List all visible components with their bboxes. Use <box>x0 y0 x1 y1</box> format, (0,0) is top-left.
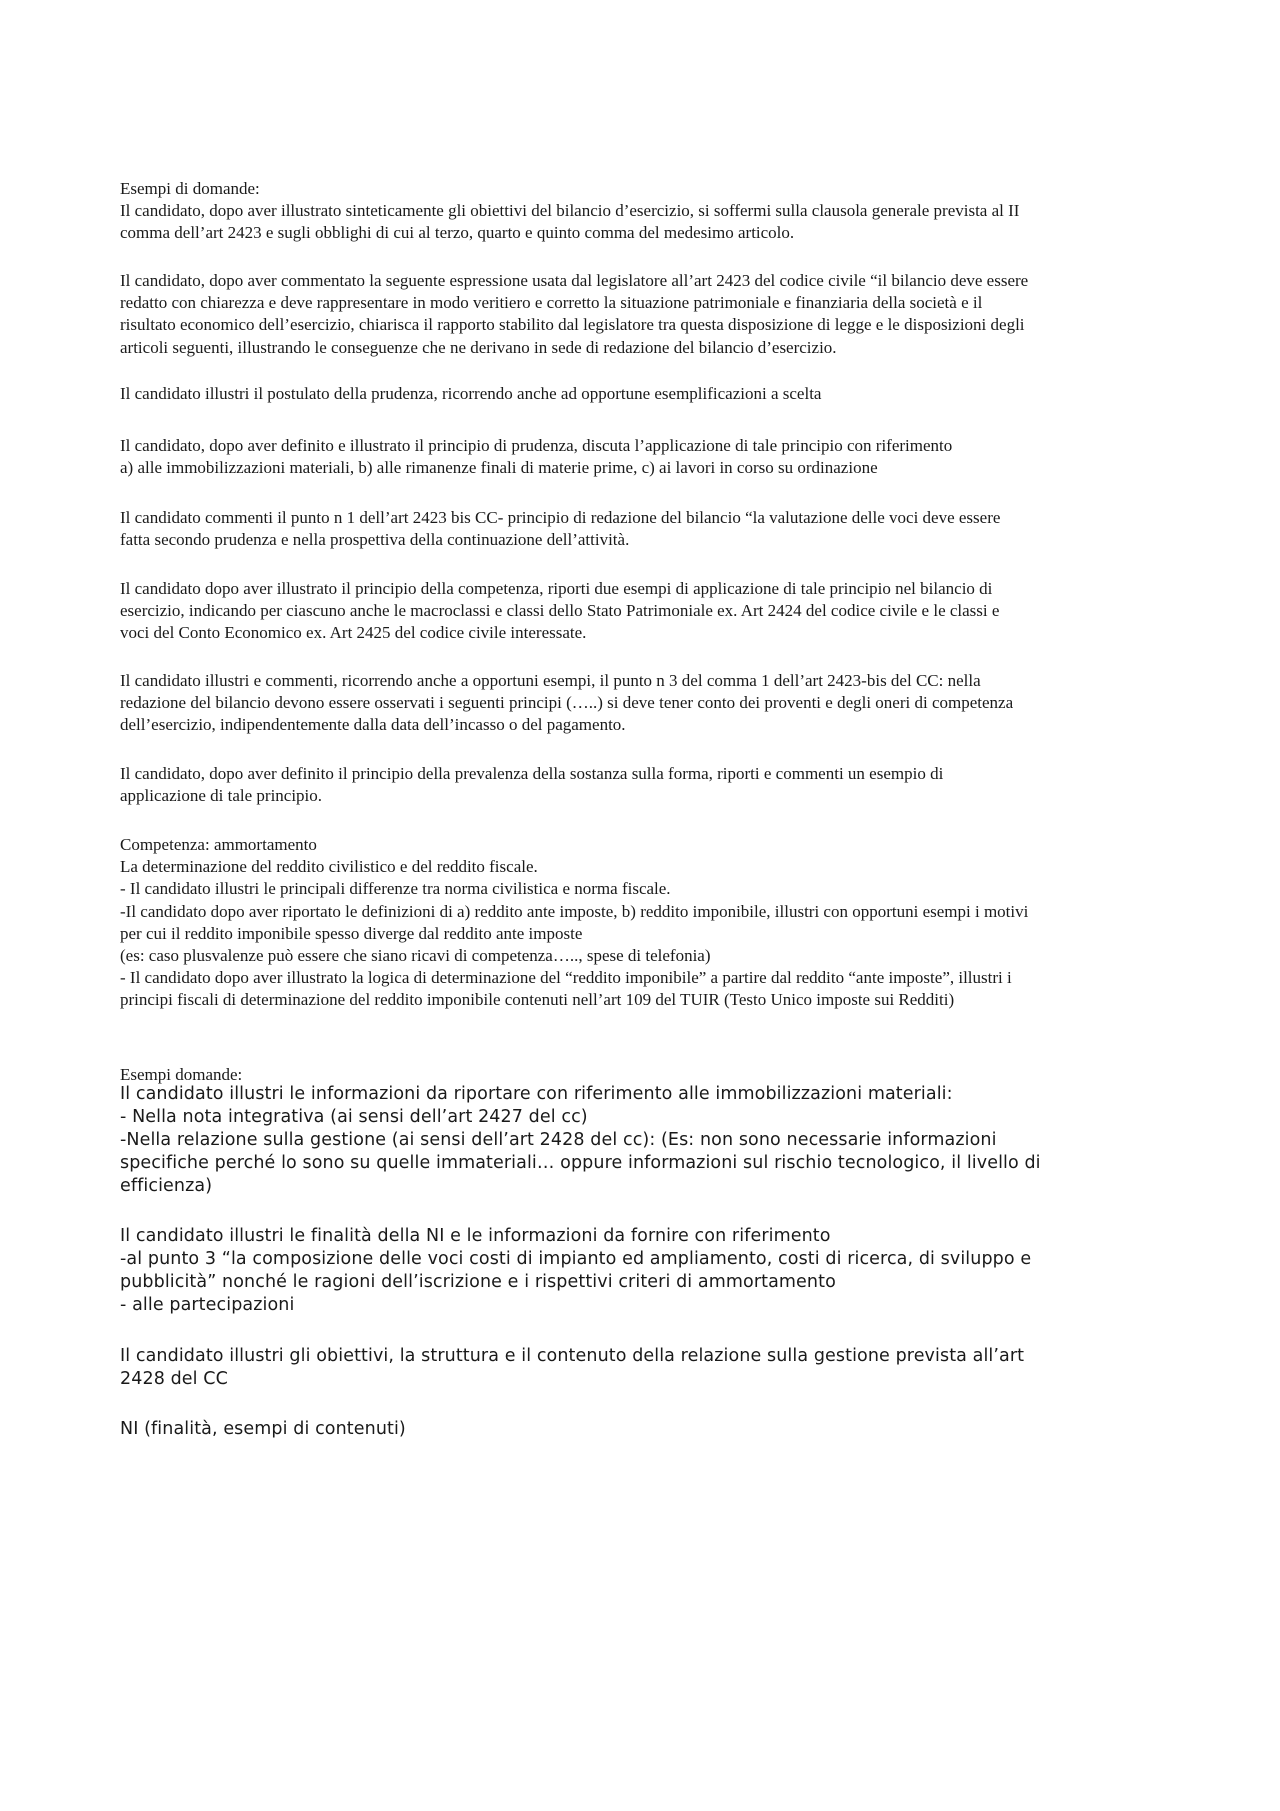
text-line: NI (finalità, esempi di contenuti) <box>120 1419 406 1439</box>
text-line: dell’esercizio, indipendentemente dalla data dell’incasso o del pagamento. <box>120 715 626 735</box>
text-line: 2428 del CC <box>120 1369 228 1389</box>
text-line: redatto con chiarezza e deve rappresentare in modo veritiero e corretto la situazione patrimoniale e finanziaria della società e il <box>120 293 983 313</box>
text-line: Il candidato illustri le informazioni da riportare con riferimento alle immobilizzazioni materiali: <box>120 1084 953 1104</box>
question-block-13 <box>120 1418 1170 1441</box>
text-line: fatta secondo prudenza e nella prospettiva della continuazione dell’attività. <box>120 530 630 550</box>
text-line: Il candidato commenti il punto n 1 dell’art 2423 bis CC- principio di redazione del bilancio “la valutazione delle voci deve essere <box>120 508 1001 527</box>
text-line: voci del Conto Economico ex. Art 2425 del codice civile interessate. <box>120 623 587 643</box>
text-line: esercizio, indicando per ciascuno anche le macroclassi e classi dello Stato Patrimoniale ex. Art 2424 del codice civile e le classi e <box>120 601 1000 621</box>
text-line: per cui il reddito imponibile spesso diverge dal reddito ante imposte <box>120 923 583 943</box>
text-line: efficienza) <box>120 1176 213 1196</box>
question-block-12 <box>120 1345 1170 1391</box>
section-heading: Esempi di domande: <box>120 179 260 198</box>
section-heading: Esempi domande: <box>120 1065 243 1084</box>
text-line: a) alle immobilizzazioni materiali, b) alle rimanenze finali di materie prime, c) ai lavori in corso su ordinazione <box>120 458 878 478</box>
question-block-9 <box>120 834 1170 1012</box>
text-line: - alle partecipazioni <box>120 1295 295 1315</box>
text-line: -Il candidato dopo aver riportato le definizioni di a) reddito ante imposte, b) reddito imponibile, illustri con opportuni esempi i motivi <box>120 901 1029 921</box>
text-line: comma dell’art 2423 e sugli obblighi di cui al terzo, quarto e quinto comma del medesimo articolo. <box>120 223 795 243</box>
text-line: specifiche perché lo sono su quelle immateriali… oppure informazioni sul rischio tecnologico, il livello di <box>120 1153 1041 1173</box>
text-line: -Nella relazione sulla gestione (ai sensi dell’art 2428 del cc): (Es: non sono necessarie informazioni <box>120 1130 997 1150</box>
text-line: redazione del bilancio devono essere osservati i seguenti principi (…..) si deve tener conto dei proventi e degli oneri di competenza <box>120 693 1014 713</box>
text-line: Il candidato, dopo aver definito il principio della prevalenza della sostanza sulla forma, riporti e commenti un esempio di <box>120 764 944 783</box>
text-line: applicazione di tale principio. <box>120 786 323 806</box>
text-line: Il candidato, dopo aver illustrato sinteticamente gli obiettivi del bilancio d’esercizio, si soffermi sulla clausola generale prevista al II <box>120 201 1020 221</box>
question-block-10 <box>120 1083 1170 1198</box>
question-block-4 <box>120 435 1170 479</box>
question-block-11 <box>120 1225 1170 1317</box>
text-line: -al punto 3 “la composizione delle voci costi di impianto ed ampliamento, costi di ricerca, di sviluppo e <box>120 1249 1032 1269</box>
text-line: Il candidato, dopo aver definito e illustrato il principio di prudenza, discuta l’applicazione di tale principio con riferimento <box>120 436 953 455</box>
text-line: Il candidato, dopo aver commentato la seguente espressione usata dal legislatore all’art 2423 del codice civile “il bilancio deve essere <box>120 271 1029 290</box>
text-line: principi fiscali di determinazione del reddito imponibile contenuti nell’art 109 del TUIR (Testo Unico imposte sui Redditi) <box>120 990 955 1010</box>
question-block-6 <box>120 578 1170 645</box>
text-line: (es: caso plusvalenze può essere che siano ricavi di competenza….., spese di telefonia) <box>120 946 711 966</box>
question-block-7 <box>120 670 1170 737</box>
text-line: Il candidato illustri il postulato della prudenza, ricorrendo anche ad opportune esemplificazioni a scelta <box>120 384 822 403</box>
text-line: - Il candidato dopo aver illustrato la logica di determinazione del “reddito imponibile” a partire dal reddito “ante imposte”, illustri i <box>120 968 1012 988</box>
text-line: Il candidato dopo aver illustrato il principio della competenza, riporti due esempi di applicazione di tale principio nel bilancio di <box>120 579 993 598</box>
text-line: risultato economico dell’esercizio, chiarisca il rapporto stabilito dal legislatore tra questa disposizione di legge e le disposizioni degli <box>120 315 1025 335</box>
text-line: pubblicità” nonché le ragioni dell’iscrizione e i rispettivi criteri di ammortamento <box>120 1272 836 1292</box>
section-heading: Competenza: ammortamento <box>120 835 317 854</box>
text-line: Il candidato illustri e commenti, ricorrendo anche a opportuni esempi, il punto n 3 del comma 1 dell’art 2423-bis del CC: nella <box>120 671 981 690</box>
question-block-1 <box>120 178 1170 245</box>
text-line: Il candidato illustri gli obiettivi, la struttura e il contenuto della relazione sulla gestione prevista all’art <box>120 1346 1025 1366</box>
text-line: - Nella nota integrativa (ai sensi dell’art 2427 del cc) <box>120 1107 588 1127</box>
text-line: Il candidato illustri le finalità della NI e le informazioni da fornire con riferimento <box>120 1226 831 1246</box>
text-line: articoli seguenti, illustrando le conseguenze che ne derivano in sede di redazione del bilancio d’esercizio. <box>120 337 837 357</box>
question-block-5 <box>120 507 1170 551</box>
question-block-2 <box>120 270 1170 359</box>
question-block-8 <box>120 763 1170 807</box>
question-block-3 <box>120 383 1170 405</box>
text-line: - Il candidato illustri le principali differenze tra norma civilistica e norma fiscale. <box>120 879 671 899</box>
text-line: La determinazione del reddito civilistico e del reddito fiscale. <box>120 857 538 877</box>
